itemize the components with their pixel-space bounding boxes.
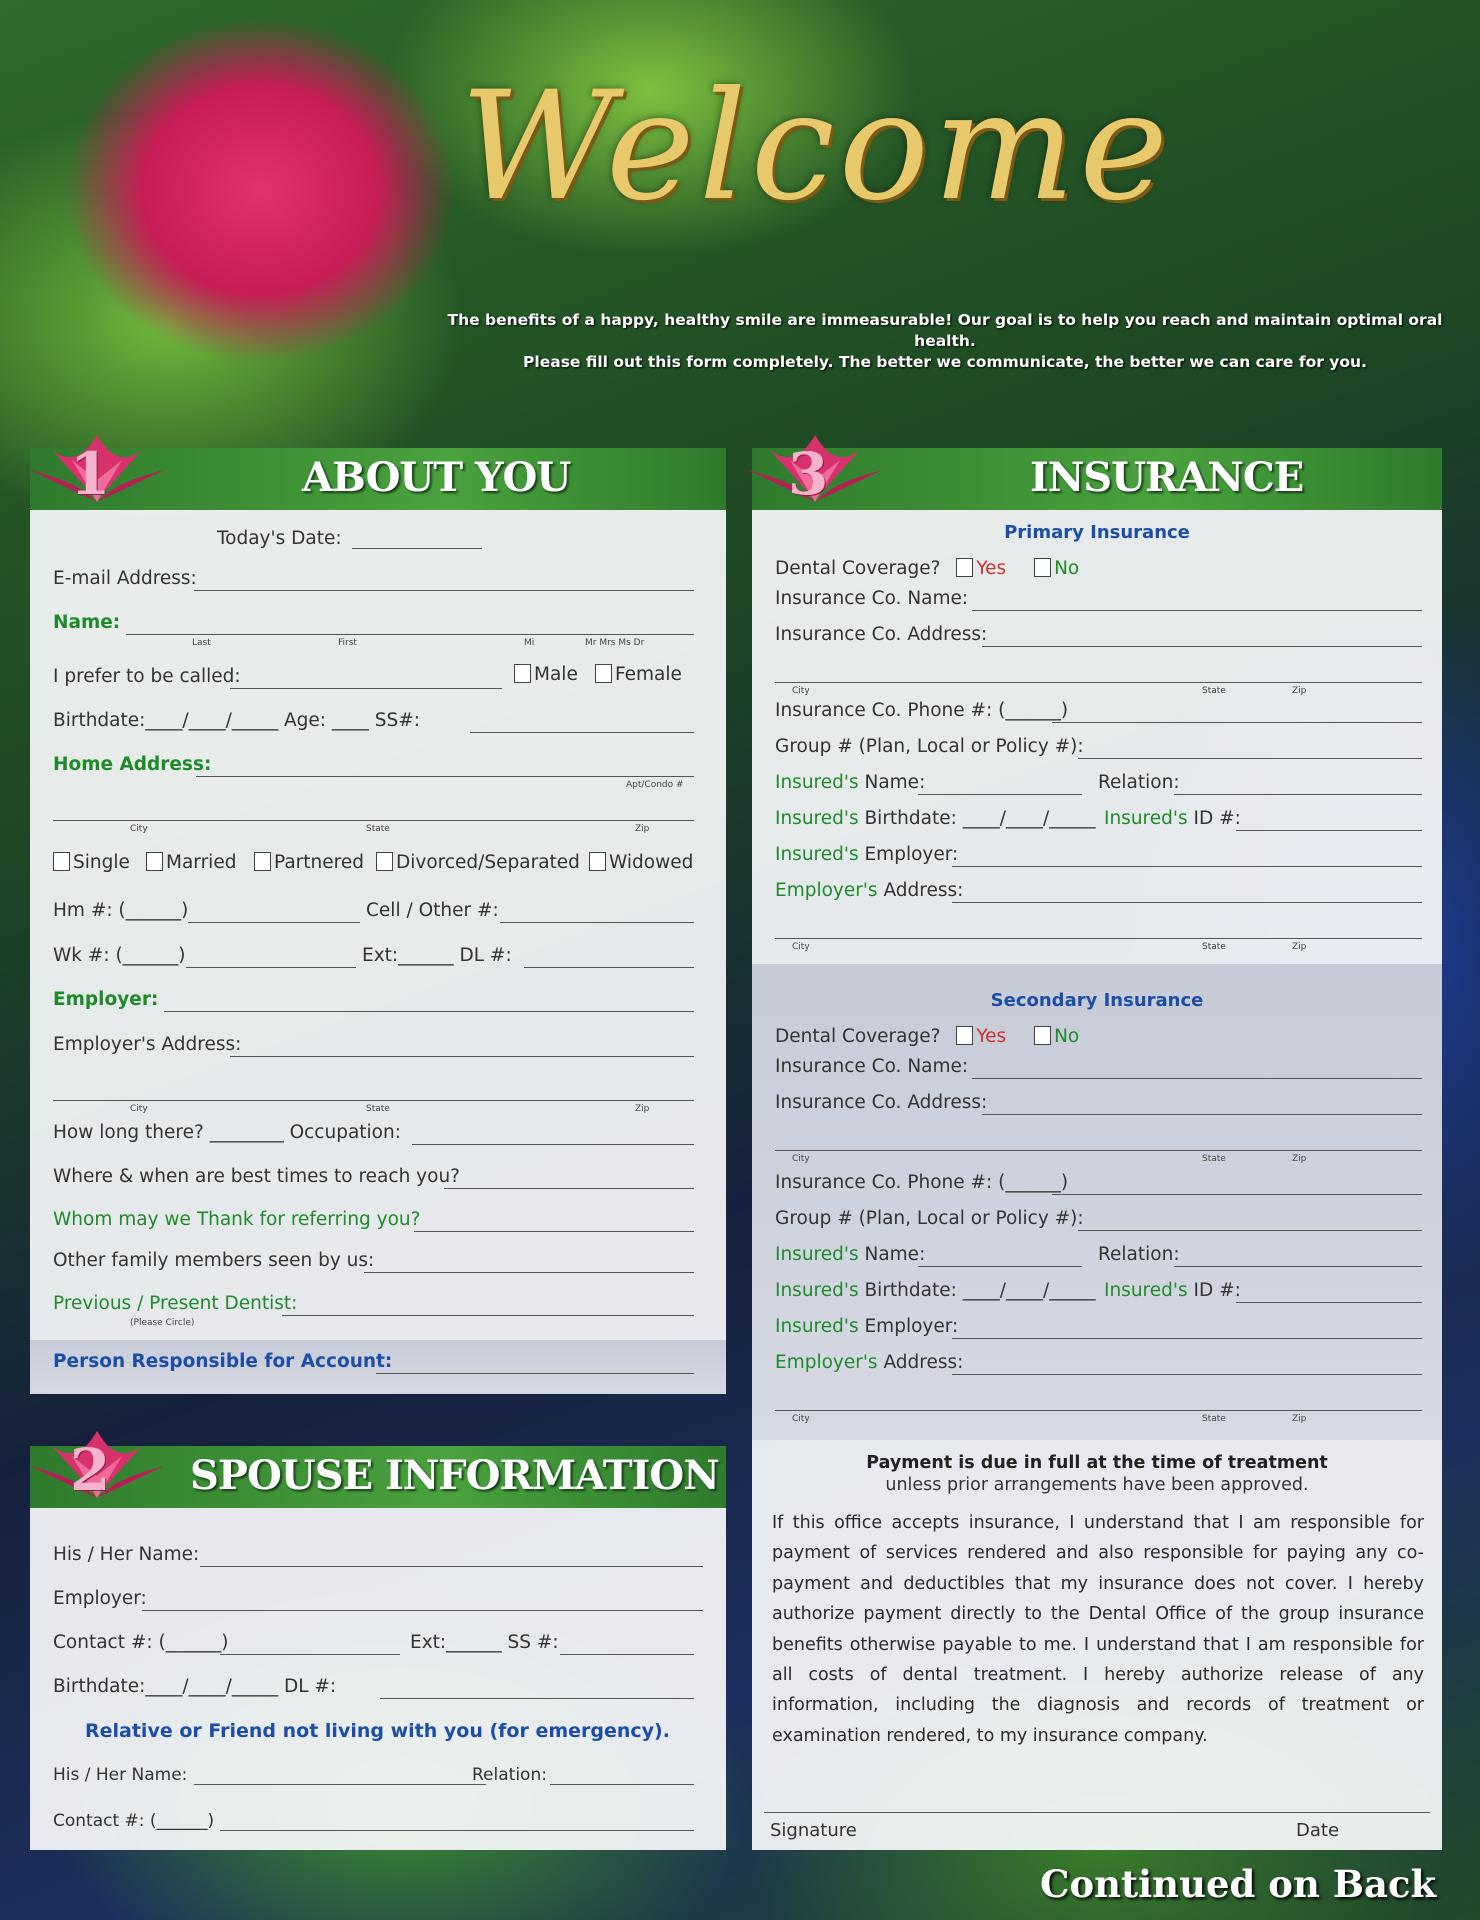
best-times-label: Where & when are best times to reach you? — [53, 1166, 460, 1187]
primary-address-label: Address: — [883, 880, 964, 901]
signature-label: Signature — [770, 1820, 857, 1841]
secondary-group-label: Group # (Plan, Local or Policy #): — [775, 1208, 1084, 1229]
spouse-ext-ss-label: Ext:______ SS #: — [410, 1632, 559, 1653]
primary-id-label: ID #: — [1193, 808, 1241, 829]
secondary-phone-field[interactable] — [1052, 1194, 1422, 1195]
primary-no-checkbox[interactable] — [1034, 558, 1051, 577]
responsible-field[interactable] — [376, 1373, 694, 1374]
secondary-insured-word-3: Insured's — [1104, 1280, 1188, 1301]
primary-co-address-label: Insurance Co. Address: — [775, 624, 988, 645]
continued-on-back: Continued on Back — [1040, 1862, 1437, 1906]
spouse-birthdate-label: Birthdate:____/____/_____ DL #: — [53, 1676, 337, 1697]
signature-line[interactable] — [764, 1812, 1430, 1813]
ss-field[interactable] — [470, 732, 694, 733]
secondary-relation-label: Relation: — [1098, 1244, 1180, 1265]
secondary-employer-city-field[interactable] — [775, 1410, 1422, 1411]
relative-contact-field[interactable] — [220, 1830, 694, 1831]
date-label: Date — [1296, 1820, 1340, 1841]
home-address-field[interactable] — [196, 776, 694, 777]
secondary-insured-name-field[interactable] — [918, 1266, 1082, 1267]
primary-group-label: Group # (Plan, Local or Policy #): — [775, 736, 1084, 757]
primary-employer-field[interactable] — [952, 866, 1422, 867]
emp-city-sublabel: City — [130, 1104, 148, 1114]
secondary-employer-address — [775, 1352, 963, 1374]
widowed-checkbox[interactable] — [589, 852, 606, 871]
apt-sublabel: Apt/Condo # — [626, 780, 684, 790]
family-label: Other family members seen by us: — [53, 1250, 375, 1271]
primary-insured-word: Insured's — [775, 772, 859, 793]
todays-date-label: Today's Date: — [217, 528, 342, 549]
primary-id-field[interactable] — [1236, 830, 1422, 831]
secondary-name-label: Name: — [864, 1244, 926, 1265]
primary-yes-label: Yes — [976, 558, 1007, 579]
cell-field[interactable] — [500, 922, 694, 923]
relative-relation-field[interactable] — [550, 1784, 694, 1785]
primary-co-address-field[interactable] — [982, 646, 1422, 647]
wk-label: Wk #: (______) — [53, 945, 186, 966]
authorization-paragraph: If this office accepts insurance, I understand that I am responsible for payment of services rendered and also responsible for paying any co-payment and deductibles that my insurance does not cover. I hereby authorize payment directly to the Dental Office of the group insurance benefits otherwise payable to me. I understand that I am responsible for all costs of dental treatment. I hereby authorize release of any information, including the diagnosis and records of treatment or examination rendered, to my insurance company. — [772, 1513, 1424, 1746]
zip-sublabel: Zip — [635, 824, 650, 834]
lotus-3-icon — [740, 430, 890, 510]
primary-dental-coverage — [775, 558, 1079, 580]
relative-contact-label: Contact #: (______) — [53, 1811, 215, 1831]
primary-dental-label: Dental Coverage? — [775, 558, 941, 579]
divorced-checkbox[interactable] — [376, 852, 393, 871]
hm-label: Hm #: (______) — [53, 900, 189, 921]
male-label: Male — [534, 664, 578, 685]
best-times-field[interactable] — [444, 1188, 694, 1189]
mi-sublabel: Mi — [524, 638, 535, 648]
secondary-co-address-label: Insurance Co. Address: — [775, 1092, 988, 1113]
secondary-id-label: ID #: — [1193, 1280, 1241, 1301]
partnered-checkbox[interactable] — [254, 852, 271, 871]
primary-insured-word-2: Insured's — [775, 808, 859, 829]
secondary-insured-id — [1104, 1280, 1241, 1302]
married-checkbox[interactable] — [146, 852, 163, 871]
secondary-id-field[interactable] — [1236, 1302, 1422, 1303]
secondary-co-name-label: Insurance Co. Name: — [775, 1056, 969, 1077]
secondary-address-label: Address: — [883, 1352, 964, 1373]
primary-heading: Primary Insurance — [1004, 522, 1190, 543]
dl-field[interactable] — [524, 967, 694, 968]
secondary-insured-birthdate — [775, 1280, 1095, 1302]
primary-insured-birthdate — [775, 808, 1095, 830]
cell-label: Cell / Other #: — [366, 900, 499, 921]
primary-emp-zip-sublabel: Zip — [1292, 942, 1307, 952]
occupation-field[interactable] — [412, 1144, 694, 1145]
secondary-emp-state-sublabel: State — [1202, 1414, 1226, 1424]
secondary-emp-city-sublabel: City — [792, 1414, 810, 1424]
secondary-dental-label: Dental Coverage? — [775, 1026, 941, 1047]
section-number-1: 1 — [70, 440, 111, 508]
secondary-co-address-field[interactable] — [982, 1114, 1422, 1115]
last-sublabel: Last — [192, 638, 211, 648]
secondary-group-field[interactable] — [1078, 1230, 1422, 1231]
emp-zip-sublabel: Zip — [635, 1104, 650, 1114]
secondary-insured-word-2: Insured's — [775, 1280, 859, 1301]
spouse-title: SPOUSE INFORMATION — [190, 1452, 719, 1499]
secondary-employer-field[interactable] — [952, 1338, 1422, 1339]
secondary-no-label: No — [1054, 1026, 1080, 1047]
employer-city-field[interactable] — [53, 1100, 694, 1101]
primary-name-label: Name: — [864, 772, 926, 793]
employer-field[interactable] — [164, 1011, 694, 1012]
secondary-zip-sublabel: Zip — [1292, 1154, 1307, 1164]
lotus-1-icon — [22, 430, 172, 510]
male-checkbox[interactable] — [514, 664, 531, 683]
name-label: Name: — [53, 612, 121, 633]
primary-employer-label: Employer: — [864, 844, 959, 865]
employer-label: Employer: — [53, 989, 159, 1010]
primary-insured-id — [1104, 808, 1241, 830]
spouse-ss-field[interactable] — [560, 1654, 694, 1655]
section-number-3: 3 — [788, 440, 829, 508]
spouse-employer-field[interactable] — [142, 1610, 703, 1611]
city-sublabel: City — [130, 824, 148, 834]
hm-field[interactable] — [188, 922, 360, 923]
primary-zip-sublabel: Zip — [1292, 686, 1307, 696]
primary-insured-word-4: Insured's — [775, 844, 859, 865]
lotus-2-icon — [22, 1426, 172, 1506]
emp-state-sublabel: State — [366, 1104, 390, 1114]
primary-relation-label: Relation: — [1098, 772, 1180, 793]
primary-no-label: No — [1054, 558, 1080, 579]
primary-co-name-label: Insurance Co. Name: — [775, 588, 969, 609]
secondary-emp-zip-sublabel: Zip — [1292, 1414, 1307, 1424]
spouse-dl-field[interactable] — [380, 1698, 694, 1699]
todays-date-field[interactable] — [352, 548, 482, 549]
spouse-name-field[interactable] — [200, 1566, 703, 1567]
spouse-contact-label: Contact #: (______) — [53, 1632, 229, 1653]
secondary-co-name-field[interactable] — [972, 1078, 1422, 1079]
secondary-dental-coverage — [775, 1026, 1079, 1048]
single-option[interactable] — [53, 852, 130, 874]
divorced-label: Divorced/Separated — [396, 852, 580, 873]
payment-heading: Payment is due in full at the time of treatment — [866, 1453, 1328, 1473]
secondary-insured-name — [775, 1244, 925, 1266]
female-checkbox[interactable] — [595, 664, 612, 683]
secondary-insured-word: Insured's — [775, 1244, 859, 1265]
title-sublabel: Mr Mrs Ms Dr — [585, 638, 645, 648]
tagline — [440, 310, 1450, 373]
widowed-option[interactable] — [589, 852, 693, 874]
insurance-panel — [752, 448, 1442, 1850]
primary-emp-state-sublabel: State — [1202, 942, 1226, 952]
prefer-field[interactable] — [230, 688, 502, 689]
wk-field[interactable] — [186, 967, 356, 968]
relative-heading: Relative or Friend not living with you (for emergency). — [85, 1720, 670, 1742]
please-circle-note: (Please Circle) — [130, 1318, 195, 1328]
primary-phone-label: Insurance Co. Phone #: (______) — [775, 700, 1069, 721]
primary-insured-employer — [775, 844, 958, 866]
birthdate-label: Birthdate:____/____/_____ Age: ____ SS#: — [53, 710, 420, 731]
employer-address-field[interactable] — [230, 1056, 694, 1057]
primary-relation-field[interactable] — [1174, 794, 1422, 795]
primary-group-field[interactable] — [1078, 758, 1422, 759]
spouse-panel — [30, 1446, 726, 1850]
email-field[interactable] — [194, 590, 694, 591]
female-option[interactable] — [595, 664, 682, 686]
primary-city-field[interactable] — [775, 682, 1422, 683]
male-option[interactable] — [514, 664, 578, 686]
secondary-heading: Secondary Insurance — [990, 990, 1204, 1011]
family-field[interactable] — [364, 1272, 694, 1273]
married-label: Married — [166, 852, 237, 873]
first-sublabel: First — [338, 638, 357, 648]
payment-subheading: unless prior arrangements have been approved. — [885, 1475, 1309, 1495]
primary-city-sublabel: City — [792, 686, 810, 696]
insurance-title: INSURANCE — [1030, 454, 1304, 501]
prefer-label: I prefer to be called: — [53, 666, 241, 687]
primary-employer-city-field[interactable] — [775, 938, 1422, 939]
primary-co-name-field[interactable] — [972, 610, 1422, 611]
secondary-birthdate-label: Birthdate: ____/____/_____ — [864, 1280, 1096, 1301]
how-long-label: How long there? ________ Occupation: — [53, 1122, 401, 1143]
dentist-field[interactable] — [282, 1315, 694, 1316]
widowed-label: Widowed — [609, 852, 694, 873]
primary-phone-field[interactable] — [1052, 722, 1422, 723]
secondary-insured-employer — [775, 1316, 958, 1338]
welcome-heading — [440, 60, 1450, 290]
relative-relation-label: Relation: — [472, 1765, 547, 1785]
single-label: Single — [73, 852, 130, 873]
primary-yes-checkbox[interactable] — [956, 558, 973, 577]
primary-birthdate-label: Birthdate: ____/____/_____ — [864, 808, 1096, 829]
tagline-line-1: The benefits of a happy, healthy smile are immeasurable! Our goal is to help you reach and maintain optimal oral health. — [447, 311, 1443, 350]
female-label: Female — [615, 664, 682, 685]
secondary-employers-word: Employer's — [775, 1352, 878, 1373]
home-city-field[interactable] — [53, 820, 694, 821]
secondary-relation-field[interactable] — [1174, 1266, 1422, 1267]
secondary-yes-checkbox[interactable] — [956, 1026, 973, 1045]
secondary-phone-label: Insurance Co. Phone #: (______) — [775, 1172, 1069, 1193]
email-label: E-mail Address: — [53, 568, 197, 589]
spouse-contact-field[interactable] — [220, 1654, 400, 1655]
primary-employers-word: Employer's — [775, 880, 878, 901]
relative-name-label: His / Her Name: — [53, 1765, 188, 1785]
secondary-employer-address-field[interactable] — [952, 1374, 1422, 1375]
partnered-option[interactable] — [254, 852, 364, 874]
name-field[interactable] — [126, 634, 694, 635]
dentist-label: Previous / Present Dentist: — [53, 1293, 298, 1314]
about-you-title: ABOUT YOU — [302, 454, 571, 501]
ext-dl-label: Ext:______ DL #: — [362, 945, 512, 966]
primary-emp-city-sublabel: City — [792, 942, 810, 952]
married-option[interactable] — [146, 852, 236, 874]
primary-employer-address-field[interactable] — [952, 902, 1422, 903]
secondary-city-field[interactable] — [775, 1150, 1422, 1151]
relative-name-field[interactable] — [194, 1784, 486, 1785]
spouse-name-label: His / Her Name: — [53, 1544, 200, 1565]
referring-field[interactable] — [414, 1231, 694, 1232]
employer-address-label: Employer's Address: — [53, 1034, 242, 1055]
secondary-no-checkbox[interactable] — [1034, 1026, 1051, 1045]
spouse-employer-label: Employer: — [53, 1588, 147, 1609]
divorced-option[interactable] — [376, 852, 580, 874]
about-you-panel — [30, 448, 726, 1394]
referring-label: Whom may we Thank for referring you? — [53, 1209, 421, 1230]
partnered-label: Partnered — [274, 852, 364, 873]
secondary-yes-label: Yes — [976, 1026, 1007, 1047]
secondary-employer-label: Employer: — [864, 1316, 959, 1337]
state-sublabel: State — [366, 824, 390, 834]
responsible-label: Person Responsible for Account: — [53, 1351, 393, 1372]
tagline-line-2: Please fill out this form completely. The better we communicate, the better we can care for you. — [523, 353, 1367, 371]
primary-insured-word-3: Insured's — [1104, 808, 1188, 829]
secondary-insured-word-4: Insured's — [775, 1316, 859, 1337]
primary-insured-name-field[interactable] — [918, 794, 1082, 795]
secondary-state-sublabel: State — [1202, 1154, 1226, 1164]
primary-employer-address — [775, 880, 963, 902]
primary-insured-name — [775, 772, 925, 794]
welcome-text: Welcome — [460, 60, 1173, 234]
section-number-2: 2 — [70, 1436, 111, 1504]
secondary-city-sublabel: City — [792, 1154, 810, 1164]
primary-state-sublabel: State — [1202, 686, 1226, 696]
home-address-label: Home Address: — [53, 754, 212, 775]
single-checkbox[interactable] — [53, 852, 70, 871]
